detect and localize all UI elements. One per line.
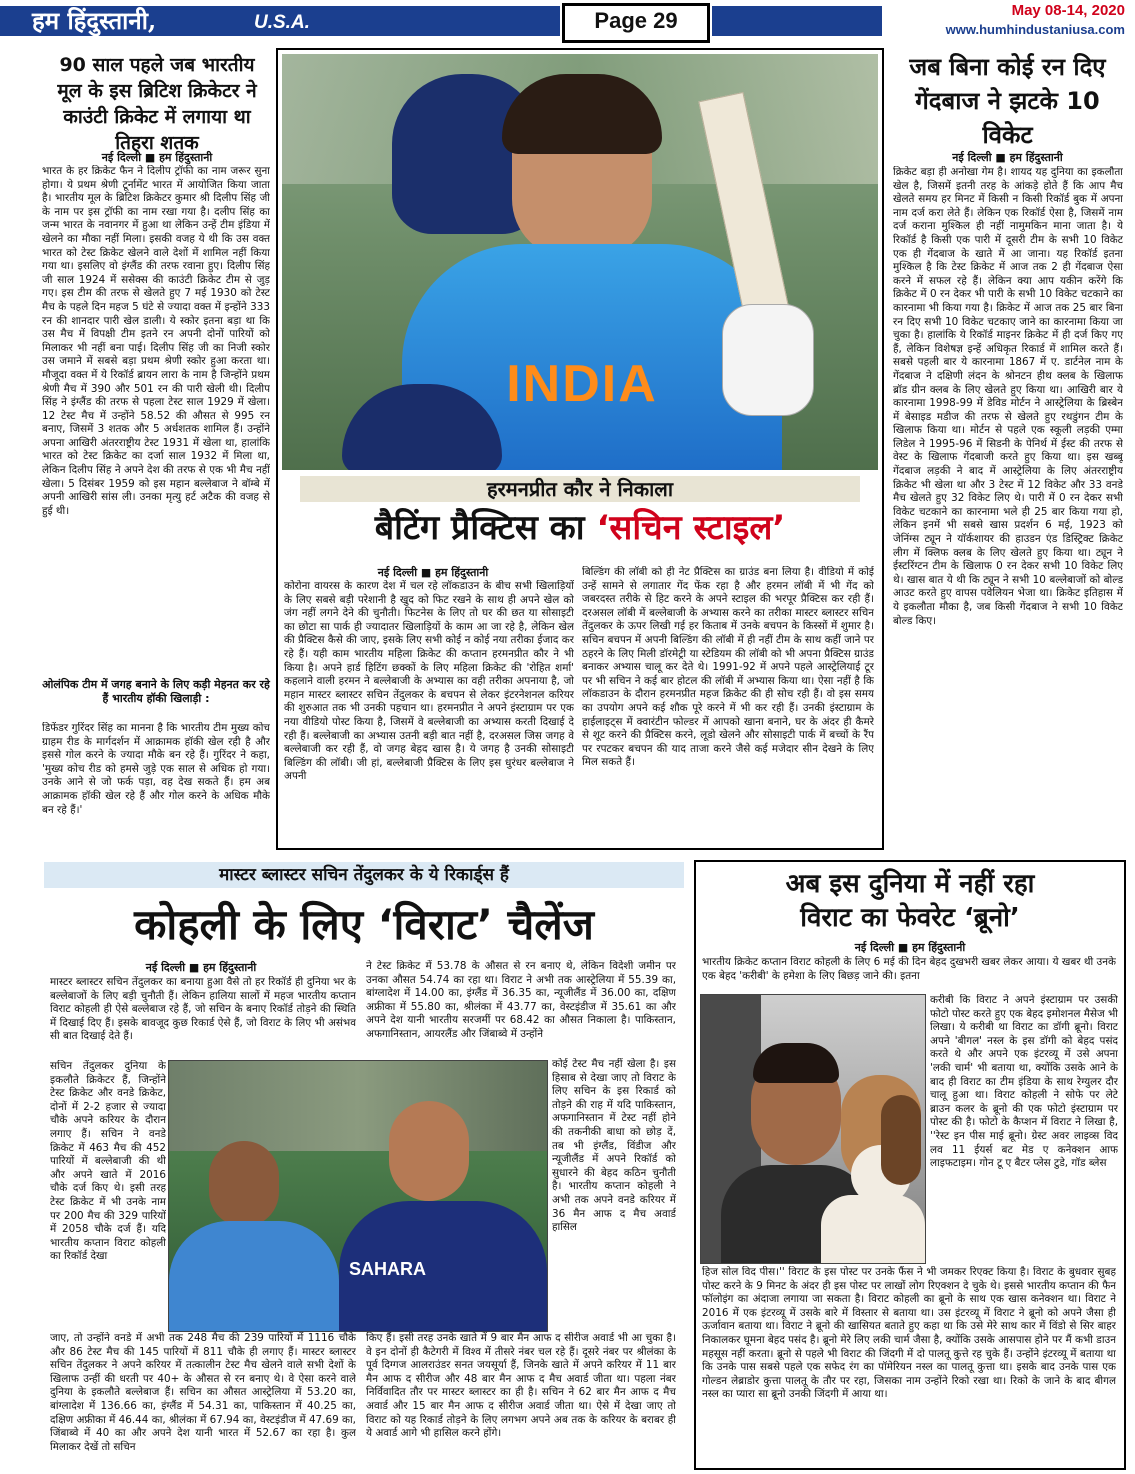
beagle-body [821,1195,925,1263]
bruno-headline-2: विराट का फेवरेट ‘ब्रूनो’ [800,903,1020,933]
center-headline-black: बैटिंग प्रैक्टिस का [374,508,585,548]
harmanpreet-photo [282,54,878,470]
left-story-body: भारत के हर क्रिकेट फैन ने दिलीप ट्रॉफी का नाम जरूर सुना होगा। ये प्रथम श्रेणी टूर्नामेंट भारत में आयोजित किया जाता है। भारतीय मूल के ब्रिटिश क्रिकेटर कुमार श्री दिलीप सिंह जी के नाम पर इस ट्रॉफी का नाम रखा गया है। दलीप सिंह का जन्म भारत के नवानगर में हुआ था लेकिन उन्हें टीम इंडिया में खेलने का मौका नहीं मिला। इसकी वजह ये थी कि उस वक्त भारत को टेस्ट क्रिकेट खेलने वाले देशों में शामिल नहीं किया गया था। इसलिए वो इंग्लैंड की तरफ रवाना हुए। दिलीप सिंह जी साल 1924 में ससेक्स की काउंटी क्रिकेट टीम से जुड़ गए। इस टीम की तरफ से खेलते हुए 7 मई 1930 को टेस्ट मैच के पहले दिन महज 5 घंटे से ज्यादा वक्त में इन्होंने 333 रन की शानदार पारी खेल डाली। ये स्कोर इतना बड़ा था कि उस मैच में विपक्षी टीम इतने रन अपनी दोनों पारियों को मिलाकर भी नहीं बना पाई। दिलीप सिंह जी का निजी स्कोर उस जमाने में सबसे बड़ा प्रथम श्रेणी स्कोर हुआ करता था। मौजूदा वक्त में ये रिकॉर्ड ब्रायन लारा के नाम है जिन्होंने प्रथम श्रेणी मैच में 390 और 501 रन की पारी खेली थी। दिलीप सिंह ने इंग्लैंड की तरफ से पहला टेस्ट साल 1929 में खेला। 12 टेस्ट मैच में उन्होंने 58.52 की औसत से 995 रन बनाए, जिसमें 3 शतक और 5 अर्धशतक शामिल हैं। उन्होंने अपना आखिरी अंतरराष्ट्रीय टेस्ट 1931 में खेला था, हालांकि भारत को टेस्ट क्रिकेट का दर्जा साल 1932 में मिला था, लेकिन दिलीप सिंह ने अपने देश की तरफ से एक भी मैच नहीं खेला। 5 दिसंबर 1959 को इस महान बल्लेबाज ने बॉम्बे में अपनी आखिरी सांस ली। उनका मृत्यु हर्ट अटैक की वजह से हुई थी। [42,165,270,517]
masthead-brand: हम हिंदुस्तानी, [32,6,157,35]
masthead [0,0,1135,44]
bruno-intro: भारतीय क्रिकेट कप्तान विराट कोहली के लिए 6 मई की दिन बेहद दुखभरी खबर लेकर आया। ये खबर थी उनके एक बेहद 'करीबी' के हमेशा के लिए बिछड़ जाने की। इतना [702,956,1116,982]
kohli-headline: कोहली के लिए ‘विराट’ चैलेंज [134,900,594,949]
kohli-byline: नई दिल्ली ■ हम हिंदुस्तानी [145,961,257,974]
jersey-text: INDIA [506,355,658,413]
kohli-bruno-photo [700,994,926,1264]
right-story-body: क्रिकेट बड़ा ही अनोखा गेम है। शायद यह दुनिया का इकलौता खेल है, जिसमें इतनी तरह के आंकड़े होते हैं कि आप मैच खेलते समय हर मिनट में किसी न किसी रिकॉर्ड बुक में अपना नाम दर्ज करा लेते हैं। लेकिन एक रिकॉर्ड ऐसा है, जिसमें नाम दर्ज कराना मुश्किल ही नहीं नामुमकिन माना जाता है। ये रिकॉर्ड है किसी एक पारी में दूसरी टीम के सभी 10 विकेट एक ही गेंदबाज के खाते में आ जाना। यह रिकॉर्ड इतना मुश्किल है कि टेस्ट क्रिकेट में आज तक 2 ही गेंदबाज ऐसा करने में सफल रहे हैं। लेकिन क्या आप यकीन करेंगे कि क्रिकेट में 0 रन देकर भी पारी के सभी 10 विकेट चटकाने का कारनामा भी किया गया है। क्रिकेट में आज तक 25 बार बिना रन दिए सभी 10 विकेट चटकाए जाने का कारनामा किया जा चुका है। हालांकि ये रिकॉर्ड माइनर क्रिकेट में ही दर्ज किए गए हैं, लेकिन विशेषज्ञ इन्हें अधिकृत रिकार्ड में शामिल करते हैं। सबसे पहली बार ये कारनामा 1867 में ए. डार्टनेल नाम के गेंदबाज ने दक्षिणी लंदन के श्रोनटन हीथ क्लब के खिलाफ ब्रॉड ग्रीन क्लब के लिए खेलते हुए किया था। आखिरी बार ये कारनामा 1998-99 में डेविड मोर्टन ने आस्ट्रेलिया के ब्रिस्बेन में बेसाइड मडीज की तरफ से खेलते हुए रथडुंगन टीम के खिलाफ किया था। मोर्टन से पहले एक स्कूली लड़की एम्मा लिडेल ने 1995-96 में सिडनी के पेनिर्थ में ईस्ट की तरफ से वेस्ट के खिलाफ गेंदबाजी करते हुए किया था। इस खब्बू गेंदबाज लड़की ने बाद में आस्ट्रेलिया के लिए अंतरराष्ट्रीय क्रिकेट भी खेला था और 3 टेस्ट में 12 विकेट और 33 वनडे मैच खेलते हुए 32 विकेट लिए थे। पारी में 0 रन देकर सभी विकेट चटकाने का कारनामा भले ही 25 बार किया गया हो, लेकिन इनमें भी सबसे खास प्रदर्शन 6 मई, 1923 को जेनिंग्स ट्यून ने यॉर्कशायर की हाउडन एंड डिस्ट्रिक्ट क्रिकेट लीग में क्लिफ क्लब के लिए खेलते हुए किया था। ट्यून ने ईस्टरिंग्टन टीम के खिलाफ 0 रन देकर सभी 10 विकेट लिए थे। खास बात ये थी कि ट्यून ने सभी 10 बल्लेबाजों को बोल्ड आउट करते हुए वापस पवेलियन भेजा था। क्रिकेट इतिहास में ये इकलौता मौका है, जब किसी गेंदबाज ने सभी 10 विकेट बोल्ड किए। [893,166,1123,627]
center-story-byline: नई दिल्ली ■ हम हिंदुस्तानी [377,566,489,579]
kohli-banner-text: मास्टर ब्लास्टर सचिन तेंदुलकर के ये रिकार्ड्स हैं [219,865,509,885]
bruno-bottom: हिज सोल विद पीस।'' विराट के इस पोस्ट पर उनके फैंस ने भी जमकर रिएक्ट किया है। विराट के बुधवार सुबह पोस्ट करने के 9 मिनट के अंदर ही इस पोस्ट पर लाखों लोग रिएक्शन दे चुके थे। इससे भारतीय कप्तान की फैन फॉलोइंग का अंदाजा लगाया जा सकता है। विराट कोहली का ब्रूनो के साथ एक खास कनेक्शन था। विराट ने 2016 में एक इंटरव्यू में उसके बारे में विस्तार से बताया था। उस इंटरव्यू में विराट ने ब्रूनो को अपने जैसा ही ऊर्जावान बताया था। विराट ने ब्रूनो की खासियत बताते हुए कहा था कि उसे मेरे साथ कार में विंडो से सिर बाहर निकालकर घूमना बेहद पसंद है। ब्रूनो मेरे लिए लकी चार्म जैसा है, क्योंकि उसके आसपास होने पर मैं कभी डाउन महसूस नहीं करता। ब्रूनो से पहले भी विराट की जिंदगी में दो पालतू कुत्ते रह चुके हैं। उन्होंने इंटरव्यू में बताया था कि उनके पास सबसे पहले एक सफेद रंग का पॉमेरियन नस्ल का पालतू कुत्ता था। इसके बाद उनके पास एक गोल्डन लेब्राडोर कुत्ता पालतू के तौर पर रहा, जिसका नाम उन्होंने रिको रखा था। रिको के जाने के बाद बीगल नस्ल का प्यारा सा ब्रूनो उनकी जिंदगी में आया था। [702,1266,1116,1401]
right-story-byline: नई दिल्ली ■ हम हिंदुस्तानी [952,151,1063,164]
bruno-byline: नई दिल्ली ■ हम हिंदुस्तानी [854,941,966,954]
sachin-kohli-photo [168,1060,548,1332]
center-story-col1: कोरोना वायरस के कारण देश में चल रहे लॉकडाउन के बीच सभी खिलाड़ियों के लिए सबसे बड़ी परेशानी है खुद को फिट रखने के साथ ही अपने खेल को जंग नहीं लगने देने की चुनौती। फिटनेस के लिए तो घर की छत या सोसाइटी का छोटा सा पार्क ही ज्यादातर खिलाड़ियों के काम आ जा रहे है, लेकिन खेल की प्रैक्टिस कैसे की जाए, इसके लिए सभी कोई न कोई नया तरीका ईजाद कर रहे हैं। यही काम भारतीय महिला क्रिकेट की कप्तान हरमनप्रीत कौर ने भी किया है। अपने हार्ड हिटिंग छक्कों के लिए महिला क्रिकेट की 'रोहित शर्मा' कहलाने वाली हरमन ने बल्लेबाजी के अभ्यास का वही तरीका अपनाया है, जो महान मास्टर ब्लास्टर सचिन तेंदुलकर के बचपन से लेकर इंटरनेशनल करियर की शुरुआत तक भी उनकी पहचान था। हरमनप्रीत ने अपने इंस्टाग्राम पर एक नया वीडियो पोस्ट किया है, जिसमें वे बल्लेबाजी का अभ्यास करती दिखाई दे रही हैं। बल्लेबाजी का अभ्यास उतनी बड़ी बात नहीं है, दरअसल जिस जगह वे बल्लेबाजी कर रही हैं, वो जगह बेहद खास है। ये जगह है उनकी सोसाइटी बिल्डिंग की लॉबी। जी हां, बल्लेबाजी प्रैक्टिस के लिए इस धुरंधर बल्लेबाज ने अपनी [284,580,574,783]
kohli-right-top: ने टेस्ट क्रिकेट में 53.78 के औसत से रन बनाए थे, लेकिन विदेशी जमीन पर उनका औसत 54.74 का रहा था। विराट ने अभी तक आस्ट्रेलिया में 55.39 का, बांग्लादेश में 14.00 का, इंग्लैंड में 36.35 का, न्यूजीलैंड में 36.00 का, दक्षिण अफ्रीका में 55.80 का, श्रीलंका में 43.77 का, वेस्टइंडीज में 35.61 का और अपने देश यानी भारतीय सरजमीं पर 68.42 का औसत निकाला है। पाकिस्तान, अफगानिस्तान, आयरलैंड और जिंबाब्वे में उन्होंने [366,960,676,1040]
kohli-head [389,1101,469,1201]
left-story-subhead: ओलंपिक टीम में जगह बनाने के लिए कड़ी मेहनत कर रहे हैं भारतीय हॉकी खिलाड़ी : [42,678,270,705]
beagle-ear [881,1095,921,1185]
center-headline [282,505,878,551]
left-story-body2: डिफेंडर गुरिंदर सिंह का मानना है कि भारतीय टीम मुख्य कोच ग्राहम रीड के मार्गदर्शन में आक्रामक हॉकी खेल रही है और इससे गोल करने के ज्यादा मौके बन रहे हैं। गुरिंदर ने कहा, 'मुख्य कोच रीड को हमसे जुड़े एक साल से अधिक हो गया। उनके आने से जो फर्क पड़ा, वह देख सकते हैं। हम अब आक्रामक हॉकी खेल रहे हैं और गोल करने के अधिक मौके बन रहे हैं।' [42,722,270,816]
kohli-hair [753,1043,839,1083]
website-url[interactable]: www.humhindustaniusa.com [945,22,1125,37]
center-kicker: हरमनप्रीत कौर ने निकाला [486,477,674,501]
batting-glove [722,304,814,416]
left-story-headline: 90 साल पहले जब भारतीय मूल के इस ब्रिटिश क्रिकेटर ने काउंटी क्रिकेट में लगाया था तिहरा शतक [57,54,257,154]
page-number: Page 29 [594,8,678,33]
kohli-left-col: सचिन तेंदुलकर दुनिया के इकलौते क्रिकेटर हैं, जिन्होंने टेस्ट क्रिकेट और वनडे क्रिकेट, दोनों में 2-2 हजार से ज्यादा चौके अपने करियर के दौरान लगाए हैं। सचिन ने वनडे क्रिकेट में 463 मैच की 452 पारियों में बल्लेबाजी की थी और अपने खाते में 2016 चौके दर्ज किए थे। इसी तरह टेस्ट क्रिकेट में भी उनके नाम पर 200 मैच की 329 पारियों में 2058 चौके दर्ज हैं। यदि भारतीय कप्तान विराट कोहली का रिकॉर्ड देखा [50,1060,166,1263]
masthead-band-right [712,6,882,36]
center-story-col2: बिल्डिंग की लॉबी को ही नेट प्रैक्टिस का ग्राउंड बना लिया है। वीडियो में कोई उन्हें सामने से लगातार गेंद फेंक रहा है और हरमन लॉबी में भी गेंद को जबरदस्त तरीके से हिट करने के अपने स्टाइल की भरपूर प्रैक्टिस कर रही हैं। दरअसल लॉबी में बल्लेबाजी के अभ्यास करने का तरीका मास्टर ब्लास्टर सचिन तेंदुलकर के ऊपर लिखी गई हर किताब में उनके बचपन के किस्सों में शुमार है। सचिन बचपन में अपनी बिल्डिंग की लॉबी में ही नहीं टीम के साथ कहीं जाने पर ठहरने के लिए मिली डॉरमेट्री या स्टेडियम की लॉबी को भी अपना प्रैक्टिस ग्राउंड बनाकर अभ्यास चालू कर देते थे। 1991-92 में अपने पहले आस्ट्रेलियाई टूर पर भी सचिन ने कई बार होटल की लॉबी में अभ्यास किया था। ऐसा नहीं है कि लॉकडाउन के दौरान हरमनप्रीत महज क्रिकेट की ही सोच रही हैं। वो इस समय का उपयोग अपने कई शौक पूरे करने में भी कर रही हैं। उनकी इंस्टाग्राम के हाईलाइट्स में क्वारंटीन फोल्डर में आपको खाना बनाने, घर के अंदर ही कैमरे से शूट करने की प्रैक्टिस करने, लूडो खेलने और सोसाइटी पार्क में बच्चों के रैंप पर रपटकर बचपन की याद ताजा करने जैसे कई मजेदार सीन देखने के लिए मिल सकते हैं। [582,566,874,769]
kohli-bottom-right: किए हैं। इसी तरह उनके खाते में 9 बार मैन आफ द सीरीज अवार्ड भी आ चुका है। वे इन दोनों ही कैटेगरी में विश्व में तीसरे नंबर चल रहे हैं। दूसरे नंबर पर श्रीलंका के पूर्व दिग्गज आलराउंडर सनत जयसूर्या हैं, जिनके खाते में अपने करियर में 11 बार मैन आफ द सीरीज और 48 बार मैन आफ द मैच अवार्ड जीता था। पहला नंबर निर्विवादित तौर पर मास्टर ब्लास्टर का ही है। सचिन ने 62 बार मैन आफ द मैच अवार्ड और 15 बार मैन आफ द सीरीज अवार्ड जीता था। ऐसे में देखा जाए तो विराट को यह रिकार्ड तोड़ने के लिए लगभग अपने अब तक के करियर के बराबर ही ये अवार्ड आगे भी हासिल करने होंगे। [366,1332,676,1440]
stand-background [169,1061,547,1151]
kohli-intro: मास्टर ब्लास्टर सचिन तेंदुलकर का बनाया हुआ वैसे तो हर रिकॉर्ड ही दुनिया भर के बल्लेबाजों के लिए बड़ी चुनौती हैं। लेकिन हालिया सालों में महज भारतीय कप्तान विराट कोहली ही ऐसे बल्लेबाज रहे हैं, जो सचिन के बनाए रिकॉर्ड तोड़ने की स्थिति में दिखाई दिए हैं। इसके बावजूद कुछ रिकार्ड ऐसे हैं, जो विराट के लिए भी असंभव सी बात दिखाई देते हैं। [50,976,356,1043]
issue-date: May 08-14, 2020 [1011,2,1125,19]
kohli-right-narrow: कोई टेस्ट मैच नहीं खेला है। इस हिसाब से देखा जाए तो विराट के लिए सचिन के इस रिकार्ड को तोड़ने की राह में यदि पाकिस्तान, अफगानिस्तान में टेस्ट नहीं होने की तकनीकी बाधा को छोड़ दें, तब भी इंग्लैंड, विंडीज और न्यूजीलैंड में अपने रिकॉर्ड को सुधारने की बेहद कठिन चुनौती है। भारतीय कप्तान कोहली ने अभी तक अपने वनडे करियर में 36 मैन आफ द मैच अवार्ड हासिल [552,1058,676,1234]
sachin-shirt [169,1221,339,1331]
bruno-side: करीबी कि विराट ने अपने इंस्टाग्राम पर उसकी फोटो पोस्ट करते हुए एक बेहद इमोशनल मैसेज भी लिखा। ये करीबी था विराट का डॉगी ब्रूनो। विराट अपने 'बीगल' नस्ल के इस डॉगी को बेहद पसंद करते थे और अपने एक इंटरव्यू में उसे अपना 'लकी चार्म' भी बताया था, क्योंकि उसके आने के बाद ही विराट का टीम इंडिया के साथ रेग्युलर दौर चालू हुआ था। विराट कोहली ने सोफे पर लेटे ब्राउन कलर के ब्रूनो की एक फोटो इंस्टाग्राम पर पोस्ट की है। फोटो के कैप्शन में विराट ने लिखा है, ''रेस्ट इन पीस माई ब्रूनो। ग्रेस्ट अवर लाइव्स विद लव 11 ईयर्स बट मेड ए कनेक्शन आफ लाइफटाइम। गोन टू ए बैटर प्लेस टुडे, गॉड ब्लेस [930,994,1118,1170]
kohli-jersey-text: SAHARA [349,1259,427,1279]
center-headline-red: ‘सचिन स्टाइल’ [596,508,786,548]
left-story-byline: नई दिल्ली ■ हम हिंदुस्तानी [101,151,213,164]
right-story-headline: जब बिना कोई रन दिए गेंदबाज ने झटके 10 विकेट [909,53,1106,149]
sachin-head [209,1141,279,1227]
kohli-bottom-left: जाए, तो उन्होंने वनडे में अभी तक 248 मैच की 239 पारियों में 1116 चौके और 86 टेस्ट मैच की 145 पारियों में 811 चौके ही लगाए हैं। मास्टर ब्लास्टर सचिन तेंदुलकर ने अपने करियर में तत्कालीन टेस्ट मैच खेलने वाले सभी देशों के खिलाफ उन्हीं की धरती पर 40+ के औसत से रन बनाए थे। वे ऐसा करने वाले दुनिया के इकलौते बल्लेबाज हैं। सचिन का औसत आस्ट्रेलिया में 53.20 का, बांग्लादेश में 136.66 का, इंग्लैंड में 54.31 का, पाकिस्तान में 40.25 का, दक्षिण अफ्रीका में 46.44 का, श्रीलंका में 67.94 का, वेस्टइंडीज में 47.69 का, जिंबाब्वे में 40 का और अपने देश यानी भारत में 52.67 का रहा है। कुल मिलाकर देखें तो सचिन [50,1332,356,1453]
bruno-headline-1: अब इस दुनिया में नहीं रहा [785,869,1035,899]
masthead-country: U.S.A. [254,12,310,33]
